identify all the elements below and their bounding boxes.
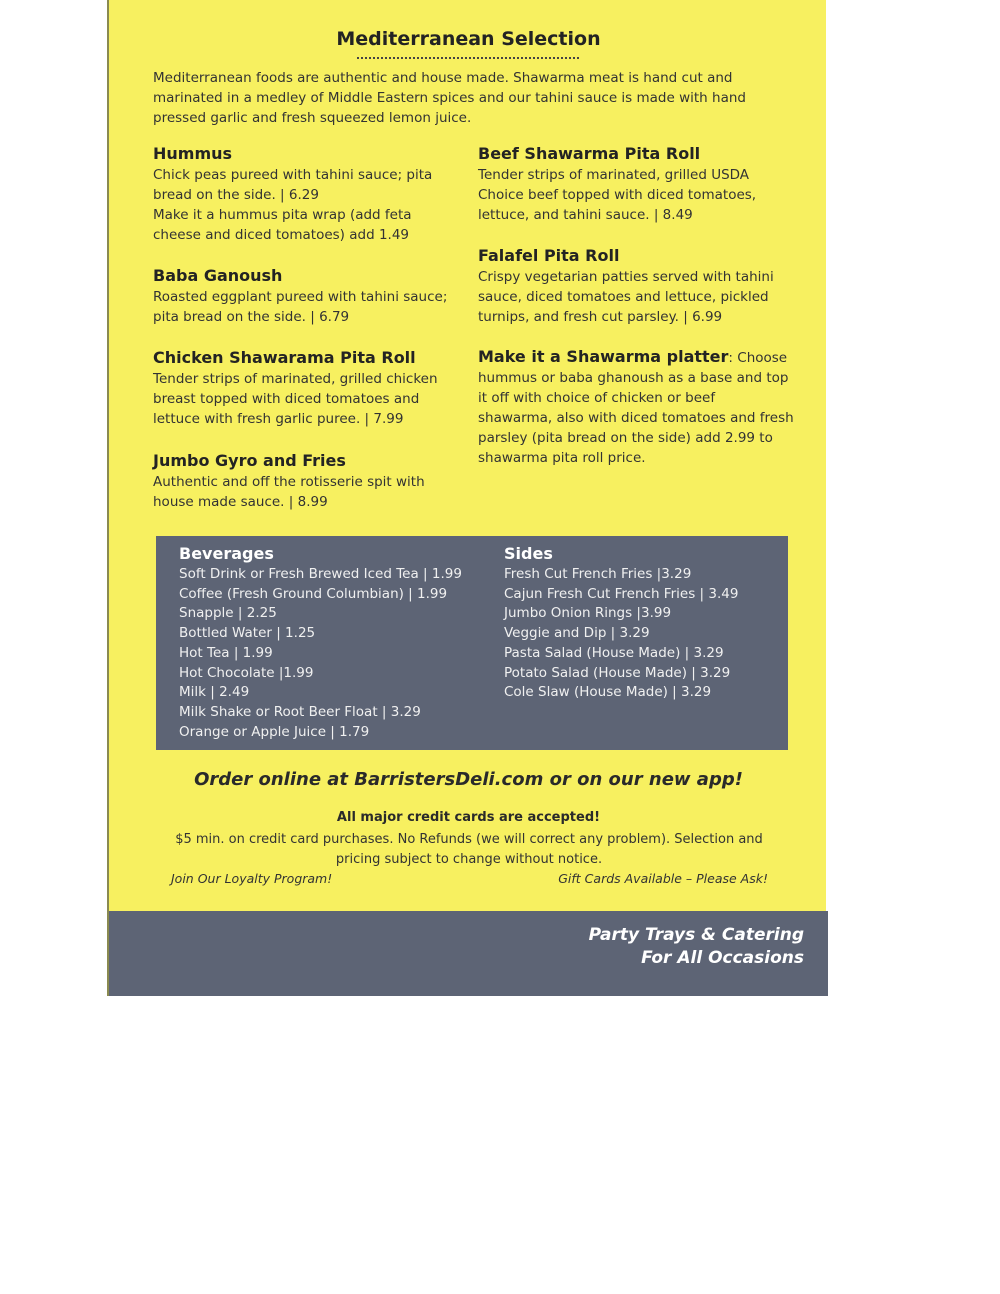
menu-item-hummus [153,143,453,245]
page-title: Mediterranean Selection [336,28,601,50]
item-description-line: hummus or baba ghanoush as a base and top [478,370,789,386]
menu-item-beef-shawarma [478,143,798,225]
list-item: Pasta Salad (House Made) | 3.29 [504,644,724,661]
sides-heading: Sides [504,544,553,563]
menu-page [107,0,826,996]
item-name: Falafel Pita Roll [478,246,620,265]
item-description-line: Authentic and off the rotisserie spit with [153,474,425,490]
item-description-line: lettuce with fresh garlic puree. | 7.99 [153,411,404,427]
list-item: Bottled Water | 1.25 [179,625,316,642]
item-name: Beef Shawarma Pita Roll [478,144,701,163]
item-name: Chicken Shawarama Pita Roll [153,348,416,367]
list-item: Cole Slaw (House Made) | 3.29 [504,684,712,701]
list-item: Snapple | 2.25 [179,605,277,622]
list-item: Soft Drink or Fresh Brewed Iced Tea | 1.99 [179,566,462,582]
item-description-line: parsley (pita bread on the side) add 2.99 to [478,430,773,446]
sides-column [504,544,738,703]
item-description-line: Make it a hummus pita wrap (add feta [153,207,412,223]
list-item: Milk Shake or Root Beer Float | 3.29 [179,703,421,720]
beverages-heading: Beverages [179,544,274,563]
item-description-line: Roasted eggplant pureed with tahini sauce; [153,289,448,305]
item-description-line: Tender strips of marinated, grilled chicken [153,371,438,387]
sides-list [504,565,738,703]
item-name: Jumbo Gyro and Fries [153,451,346,470]
item-description-line: cheese and diced tomatoes) add 1.49 [153,227,410,243]
item-name: Baba Ganoush [153,266,283,285]
list-item: Hot Tea | 1.99 [179,644,273,661]
list-item: Cajun Fresh Cut French Fries | 3.49 [504,585,739,602]
list-item: Orange or Apple Juice | 1.79 [179,723,370,740]
beverages-column [179,544,462,742]
list-item: Coffee (Fresh Ground Columbian) | 1.99 [179,585,448,602]
credit-cards-note: All major credit cards are accepted! [336,810,601,825]
beverages-sides-panel [156,536,788,750]
list-item: Hot Chocolate |1.99 [179,664,314,681]
menu-item-shawarma-platter [478,347,808,468]
menu-item-jumbo-gyro [153,450,453,512]
list-item: Potato Salad (House Made) | 3.29 [504,664,731,681]
footer-band [109,911,828,996]
platter-first-line [478,347,808,368]
title-divider [357,57,579,59]
item-description-line: shawarma pita roll price. [478,450,646,466]
menu-item-baba-ganoush [153,265,453,327]
item-description-line: Chick peas pureed with tahini sauce; pita [153,167,433,183]
beverages-list [179,565,462,742]
item-description-line: : Choose [728,350,788,366]
item-description-line: it off with choice of chicken or beef [478,390,716,406]
item-description-line: house made sauce. | 8.99 [153,494,328,510]
item-description-line: Tender strips of marinated, grilled USDA [478,167,750,183]
list-item: Milk | 2.49 [179,684,250,701]
catering-slogan [589,924,804,970]
item-name: Hummus [153,144,233,163]
intro-paragraph: Mediterranean foods are authentic and house made. Shawarma meat is hand cut and marinated in a medley of Middle Eastern spices and our tahini sauce is made with hand pressed garlic and fresh squeezed lemon juice. [153,70,746,126]
item-description-line: shawarma, also with diced tomatoes and fresh [478,410,794,426]
order-online-banner: Order online at BarristersDeli.com or on our new app! [194,769,743,790]
item-description-line: breast topped with diced tomatoes and [153,391,420,407]
list-item: Fresh Cut French Fries |3.29 [504,566,692,582]
gift-cards-note: Gift Cards Available – Please Ask! [558,871,768,886]
item-description-line: Crispy vegetarian patties served with tahini [478,269,774,285]
item-description-line: turnips, and fresh cut parsley. | 6.99 [478,309,723,325]
menu-item-chicken-shawarama [153,347,453,429]
menu-item-falafel [478,245,798,327]
catering-line-1: Party Trays & Catering [588,925,804,945]
item-description-line: sauce, diced tomatoes and lettuce, pickled [478,289,769,305]
list-item: Veggie and Dip | 3.29 [504,625,650,642]
item-description-line: lettuce, and tahini sauce. | 8.49 [478,207,693,223]
catering-line-2: For All Occasions [641,948,804,968]
item-description-line: bread on the side. | 6.29 [153,187,319,203]
item-description-line: Choice beef topped with diced tomatoes, [478,187,757,203]
item-description-line: pita bread on the side. | 6.79 [153,309,350,325]
item-name: Make it a Shawarma platter [478,347,729,366]
loyalty-note: Join Our Loyalty Program! [171,871,333,886]
policy-note: $5 min. on credit card purchases. No Refunds (we will correct any problem). Selection and pricing subject to change without notice. [175,832,763,867]
list-item: Jumbo Onion Rings |3.99 [504,605,672,622]
